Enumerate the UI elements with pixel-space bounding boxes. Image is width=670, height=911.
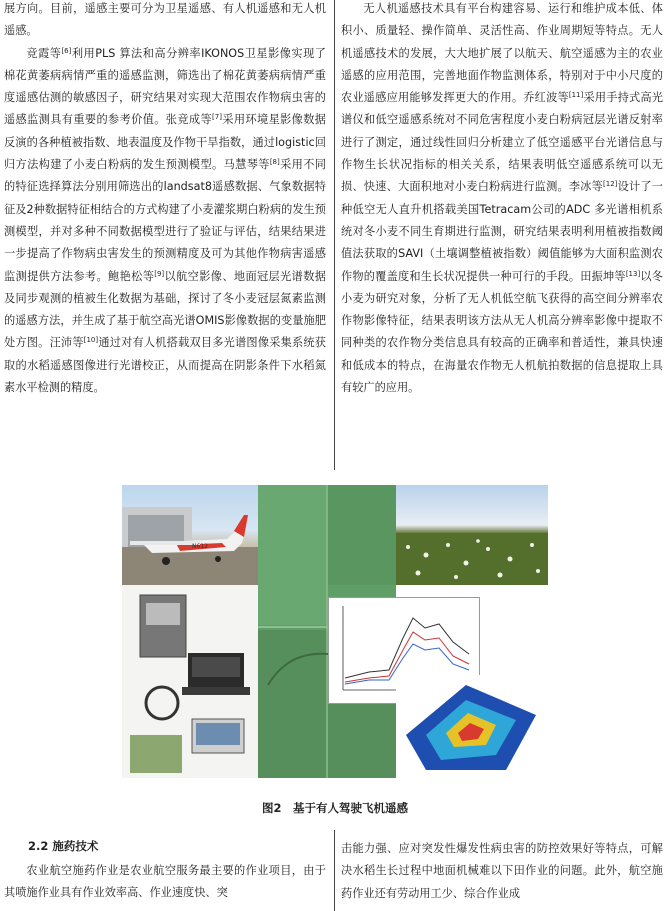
- section-paragraph-left: 农业航空施药作业是农业航空服务最主要的作业项目，由于其喷施作业具有作业效率高、作业速度快、突: [4, 864, 326, 900]
- citation-9: [9]: [154, 269, 165, 278]
- section-paragraph-right: 击能力强、应对突发性爆发性病虫害的防控效果好等特点，可解决水稻生长过程中地面机械难以下田作业的问题。此外，航空施药作业还有劳动用工少、综合作业成: [341, 842, 663, 900]
- text-run: 通过对有人机搭载双目多光谱图像采集系统获取的水稻遥感图像进行光谱校正，从而提高在阴影条件下水稻氮素水平检测的精度。: [4, 336, 326, 395]
- column-divider: [334, 0, 335, 470]
- crop-field-photo: [396, 485, 548, 585]
- left-paragraph-1: 展方向。目前，遥感主要可分为卫星遥感、有人机遥感和无人机遥感。: [4, 2, 326, 38]
- section-left-text: [4, 860, 326, 905]
- right-column: [341, 0, 663, 399]
- section-right-text: [341, 838, 663, 905]
- citation-11: [11]: [568, 91, 584, 100]
- column-divider-bottom: [334, 830, 335, 911]
- text-run: 以航空影像、地面冠层光谱数据及同步观测的植被生化数据为基础，探讨了冬小麦冠层氮素监测的遥感方法，并生成了基于航空高光谱OMIS影像数据的变量施肥处方图。汪沛等: [4, 269, 326, 350]
- citation-8: [8]: [269, 158, 280, 167]
- aircraft-photo: [122, 485, 258, 585]
- figure-caption: 图2 基于有人驾驶飞机遥感: [261, 801, 408, 815]
- left-paragraph-2: [4, 43, 326, 400]
- left-column: [4, 0, 326, 399]
- text-run: 以冬小麦为研究对象，分析了无人机低空航飞获得的高空间分辨率农作物影像特征，结果表明该方法从无人机高分辨率影像中提取不同种类的农作物分类信息具有较高的正确率和普适性，兼具快速和低成本的特点，在海量农作物无人机航拍数据的信息提取上具有较广的应用。: [341, 269, 663, 395]
- citation-10: [10]: [83, 336, 99, 345]
- equipment-photo: [122, 585, 258, 778]
- citation-7: [7]: [212, 113, 222, 122]
- text-run: 无人机遥感技术具有平台构建容易、运行和维护成本低、体积小、质量轻、操作简单、灵活性高、作业周期短等特点。无人机遥感技术的发展，大大地扩展了以航天、航空遥感为主的农业遥感的应用范围，完善地面作物监测体系，特别对于中小尺度的农业遥感应用能够发挥更大的作用。乔红波等: [341, 2, 663, 105]
- text-run: 利用PLS 算法和高分辨率IKONOS卫星影像实现了棉花黄萎病病情严重的遥感监测，筛选出了棉花黄萎病病情严重度遥感估测的敏感因子，研究结果对实现大范围农作物病虫害的遥感监测具有重要的参考价值。张竞成等: [4, 46, 326, 127]
- text-run: 竞霞等: [26, 46, 62, 60]
- text-run: 设计了一种低空无人直升机搭载美国Tetracam公司的ADC 多光谱相机系统对冬小麦不同生育期进行监测，研究结果表明利用植被指数阈值法获取的SAVI（土壤调整植被指数）阈值能够为大面积监测农作物的覆盖度和生长状况提供一种可行的手段。田振坤等: [341, 180, 663, 283]
- text-run: 采用环境星影像数据反演的各种植被指数、地表温度及作物干旱指数，通过logistic回归方法构建了小麦白粉病的发生预测模型。马慧琴等: [4, 113, 326, 172]
- nitrogen-map-image: [396, 675, 548, 778]
- citation-12: [12]: [603, 180, 618, 189]
- aircraft-registration: N612: [192, 543, 208, 550]
- figure-collage: [122, 485, 548, 778]
- text-run: 采用手持式高光谱仪和低空遥感系统对不同危害程度小麦白粉病冠层光谱反射率进行了测定，通过线性回归分析建立了低空遥感平台光谱信息与作物生长状况指标的相关关系，结果表明低空遥感系统可以无损、快速、大面积地对小麦白粉病进行监测。李冰等: [341, 91, 663, 194]
- right-paragraph-1: [341, 0, 663, 399]
- text-run: 采用不同的特征选择算法分别用筛选出的landsat8遥感数据、气象数据特征及2种数据特征相结合的方式构建了小麦灌浆期白粉病的发生预测模型，并对多种不同数据模型进行了验证与评估，结果结果进一步提高了作物病虫害发生的预测精度及可为其他作物病害遥感监测提供方法参考。鲍艳松等: [4, 158, 326, 283]
- citation-13: [13]: [625, 269, 641, 278]
- citation-6: [6]: [61, 46, 72, 55]
- section-heading: 2.2 施药技术: [28, 839, 99, 853]
